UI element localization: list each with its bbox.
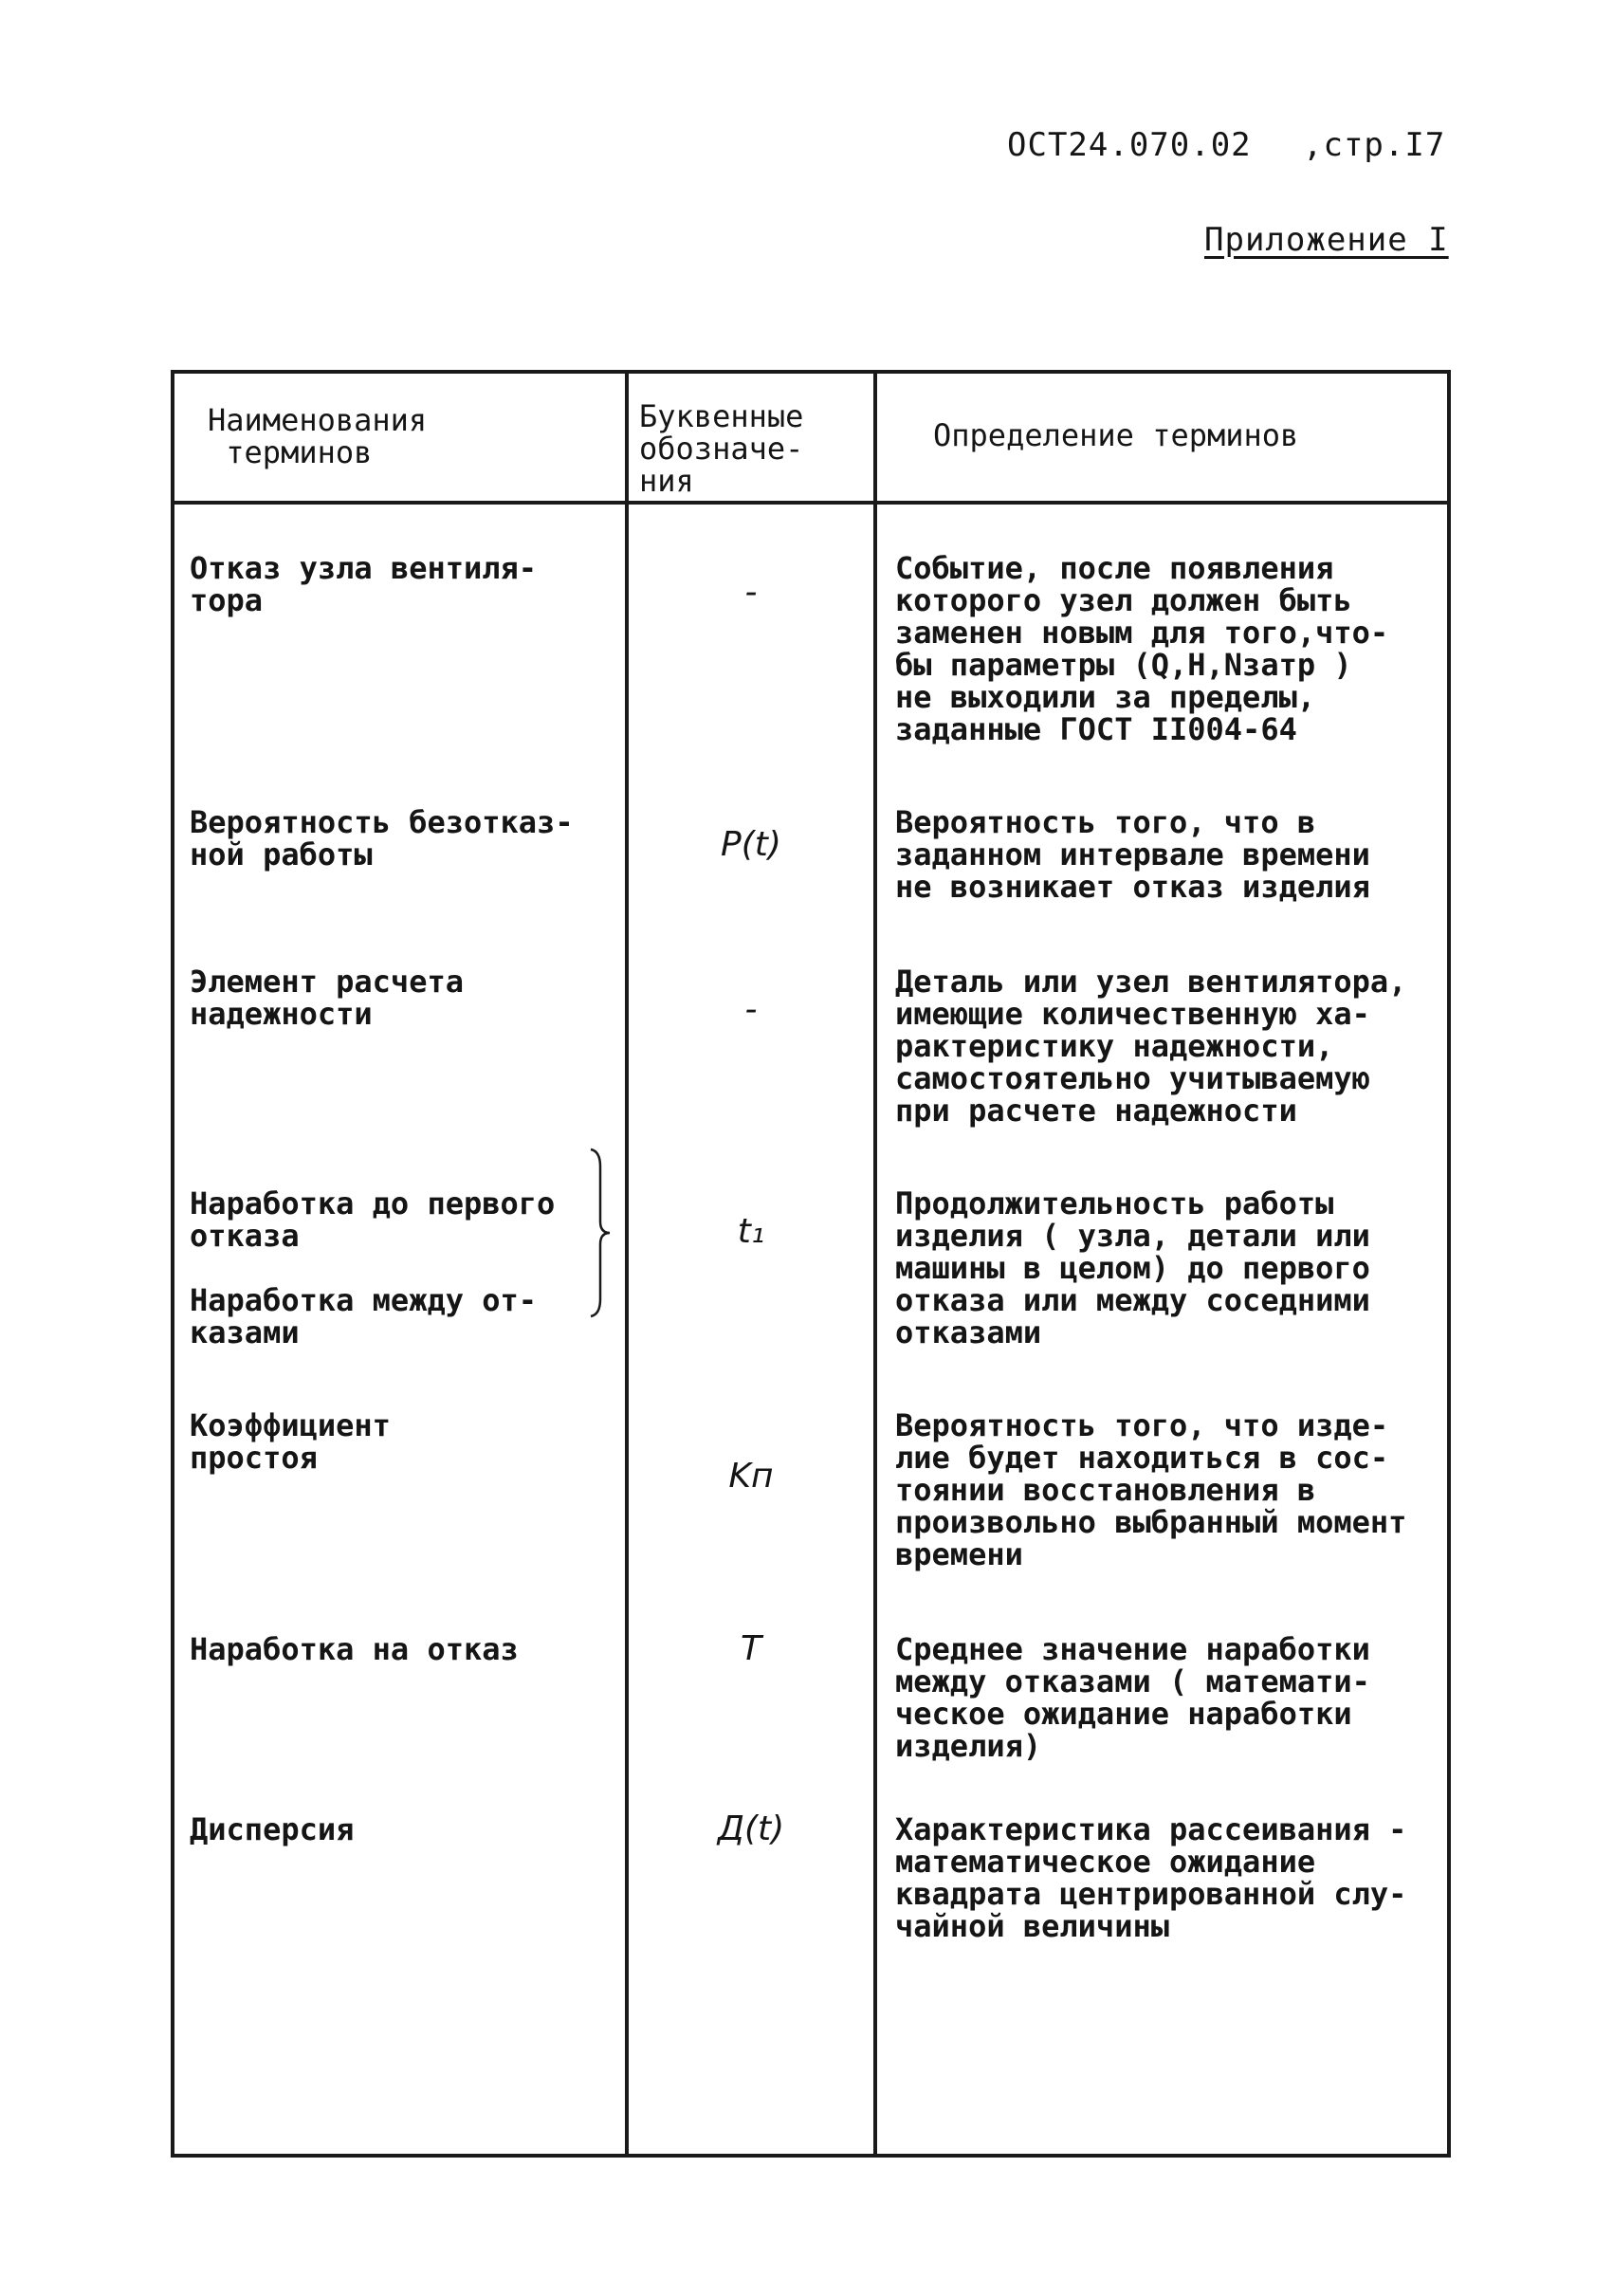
- symbol-cell: P(t): [721, 825, 781, 864]
- term-cell: Коэффициент простоя: [190, 1407, 391, 1476]
- symbol-cell: T: [741, 1629, 761, 1668]
- column-header-terms: Наименования терминов: [208, 402, 428, 470]
- symbol-cell: -: [744, 990, 758, 1029]
- column-header-symbols: Буквенные обозначе- ния: [639, 398, 804, 499]
- symbol-cell: Д(t): [717, 1809, 785, 1848]
- term-cell: Наработка до первого отказа: [190, 1185, 556, 1254]
- definition-cell: Деталь или узел вентилятора, имеющие количественную ха- рактеристику надежности, самостоятельно учитываемую при расчете надежности: [895, 964, 1407, 1129]
- definition-cell: Среднее значение наработки между отказами ( математи- ческое ожидание наработки изделия): [895, 1631, 1370, 1764]
- term-cell: Элемент расчета надежности: [190, 964, 464, 1032]
- definition-cell: Вероятность того, что изде- лие будет находиться в сос- тоянии восстановления в произвольно выбранный момент времени: [895, 1407, 1407, 1572]
- symbol-cell: Kп: [728, 1457, 774, 1496]
- terms-table: [171, 370, 1451, 2158]
- definition-cell: Событие, после появления которого узел должен быть заменен новым для того,что- бы параметры (Q,H,Nзатр ) не выходили за пределы, заданные ГОСТ II004-64: [895, 550, 1389, 747]
- term-cell: Отказ узла вентиля- тора: [190, 550, 538, 618]
- definition-cell: Вероятность того, что в заданном интервале времени не возникает отказ изделия: [895, 804, 1370, 905]
- header-divider: [174, 501, 1447, 505]
- symbol-cell: -: [744, 573, 758, 612]
- term-cell: Наработка между от- казами: [190, 1282, 538, 1350]
- term-cell: Дисперсия: [190, 1811, 355, 1847]
- column-divider: [873, 374, 877, 2154]
- curly-brace-icon: [587, 1148, 612, 1318]
- column-header-definitions: Определение терминов: [933, 417, 1299, 453]
- column-divider: [625, 374, 629, 2154]
- definition-cell: Характеристика рассеивания - математическое ожидание квадрата центрированной слу- чайной величины: [895, 1811, 1407, 1944]
- appendix-title: Приложение I: [1204, 221, 1449, 259]
- term-cell: Вероятность безотказ- ной работы: [190, 804, 574, 872]
- page-number: ,стр.I7: [1303, 126, 1446, 164]
- term-cell: Наработка на отказ: [190, 1631, 519, 1667]
- document-code: ОСТ24.070.02: [1007, 126, 1252, 164]
- symbol-cell: t₁: [737, 1212, 765, 1251]
- definition-cell: Продолжительность работы изделия ( узла, детали или машины в целом) до первого отказа или между соседними отказами: [895, 1185, 1370, 1350]
